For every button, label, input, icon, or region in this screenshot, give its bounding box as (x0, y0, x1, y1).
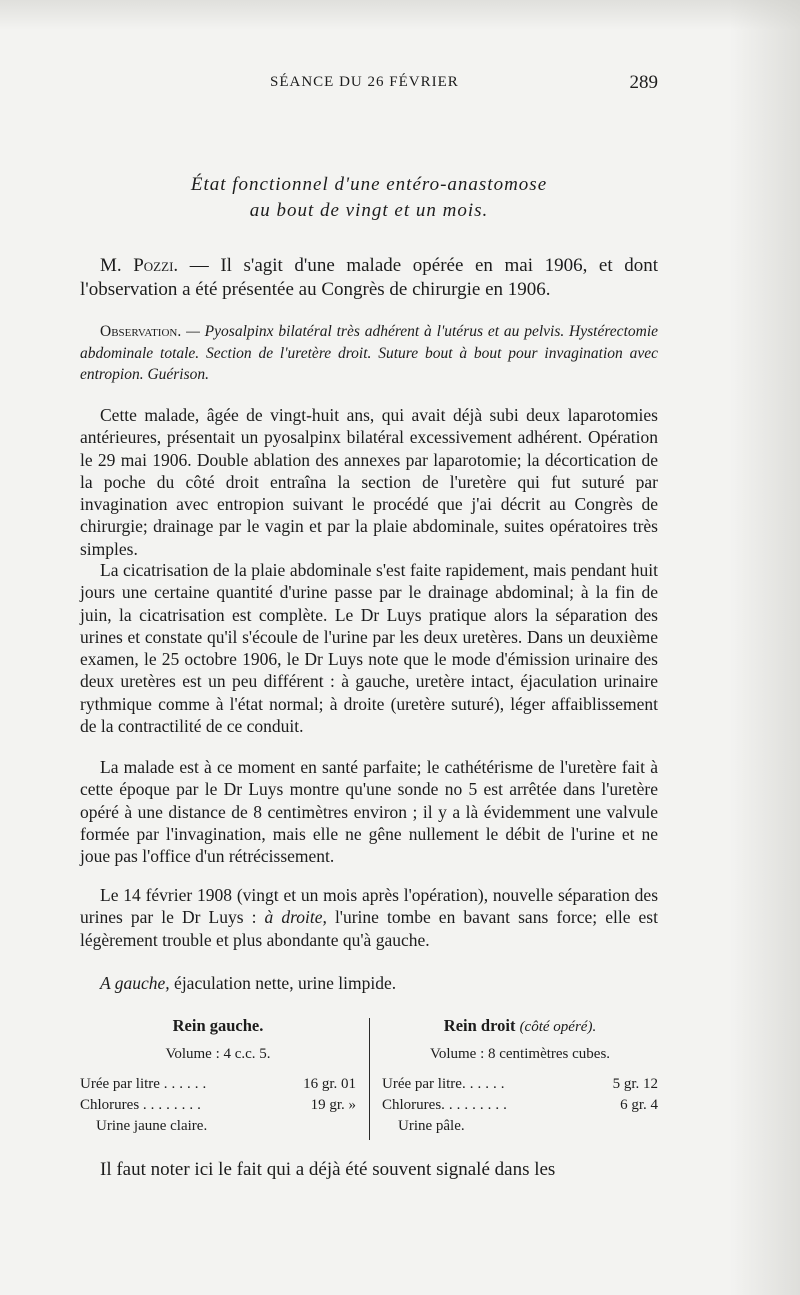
row-label-text: Urée par litre (382, 1076, 462, 1092)
row-value: 16 gr. 01 (303, 1076, 356, 1092)
right-urine-note: Urine pâle. (398, 1118, 465, 1134)
row-label: Urée par litre...... (382, 1076, 509, 1092)
paragraph-5-italic: A gauche, (100, 973, 170, 993)
observation-text: — Pyosalpinx bilatéral très adhérent à l'utérus et au pelvis. Hystérectomie abdominale totale. Section de l'uretère droit. Suture bout à bout pour invagination avec entropion. Guérison. (80, 323, 658, 383)
paragraph-5 (80, 972, 658, 994)
left-urine-note: Urine jaune claire. (96, 1118, 208, 1134)
row-label: Chlorures ........ (80, 1097, 205, 1113)
right-row-uree (382, 1076, 658, 1096)
running-head-title: SÉANCE DU 26 FÉVRIER (270, 74, 459, 90)
paragraph-1: Cette malade, âgée de vingt-huit ans, qui avait déjà subi deux laparotomies antérieures, présentait un pyosalpinx bilatéral excessivement adhérent. Opération le 29 mai 1906. Double ablation des annexes par laparotomie; la décortication de la poche du côté droit entraîna la section de l'uretère qui fut suturé par invagination avec entropion suivant le procédé que j'ai décrit au Congrès de chirurgie; drainage par le vagin et par la plaie abdominale, suites opératoires très simples. (80, 405, 658, 559)
right-row-chlorures (382, 1097, 658, 1117)
row-value: 19 gr. » (310, 1097, 356, 1113)
intro-paragraph (80, 254, 658, 302)
row-value: 6 gr. 4 (620, 1097, 658, 1113)
paragraph-4 (80, 884, 658, 951)
urine-analysis-table (80, 1012, 658, 1140)
row-label-text: Urée par litre (80, 1076, 160, 1092)
scan-shadow-top (0, 0, 800, 30)
right-kidney-heading (382, 1016, 658, 1036)
left-row-uree (80, 1076, 356, 1096)
speaker-name: M. Pozzi. (100, 255, 179, 276)
paragraph-4-start: Le 14 février 1908 (vingt et un mois après l'opération), nouvelle séparation des urines par le Dr Luys : (80, 885, 658, 928)
paragraph-5-end: éjaculation nette, urine limpide. (169, 973, 397, 993)
left-row-chlorures (80, 1097, 356, 1117)
scan-shadow-right (730, 0, 800, 1295)
row-label: Urée par litre ...... (80, 1076, 211, 1092)
left-kidney-heading: Rein gauche. (172, 1016, 264, 1035)
row-label-text: Chlorures (80, 1097, 140, 1113)
observation-label: Observation. (100, 323, 182, 340)
right-kidney-heading-text: Rein droit (443, 1016, 516, 1035)
row-label: Chlorures......... (382, 1097, 511, 1113)
closing-line: Il faut noter ici le fait qui a déjà été souvent signalé dans les (100, 1159, 556, 1180)
paragraph-4-end: l'urine tombe en bavant sans force; elle est légèrement trouble et plus abondante qu'à gauche. (80, 907, 658, 950)
row-label-text: Chlorures (382, 1097, 442, 1113)
paragraph-4-italic: à droite, (264, 907, 327, 928)
article-title-line-1: État fonctionnel d'une entéro-anastomose (190, 174, 548, 195)
paragraph-3: La malade est à ce moment en santé parfaite; le cathétérisme de l'uretère fait à cette époque par le Dr Luys montre qu'une sonde no 5 est arrêtée dans l'uretère opéré à une distance de 8 centimètres environ ; il y a là évidemment une valvule formée par l'invagination, mais elle ne gêne nullement le débit de l'urine et ne joue pas l'office d'un rétrécissement. (80, 757, 658, 867)
row-value: 5 gr. 12 (612, 1076, 658, 1092)
article-title-line-2: au bout de vingt et un mois. (249, 200, 489, 221)
running-head (80, 74, 658, 100)
observation-paragraph (80, 321, 658, 386)
right-kidney-volume: Volume : 8 centimètres cubes. (429, 1046, 611, 1062)
intro-text: — Il s'agit d'une malade opérée en mai 1906, et dont l'observation a été présentée au Congrès de chirurgie en 1906. (80, 255, 659, 300)
page-number: 289 (629, 72, 658, 93)
left-kidney-volume: Volume : 4 c.c. 5. (165, 1046, 271, 1062)
right-kidney-heading-note: (côté opéré). (519, 1019, 597, 1035)
paragraph-2: La cicatrisation de la plaie abdominale s'est faite rapidement, mais pendant huit jours une certaine quantité d'urine passe par le drainage abdominal; à la fin de juin, la cicatrisation est complète. Le Dr Luys pratique alors la séparation des urines et constate qu'il s'écoule de l'urine par les deux uretères. Dans un deuxième examen, le 25 octobre 1906, le Dr Luys note que le mode d'émission urinaire des deux uretères est un peu différent : à gauche, uretère intact, éjaculation urinaire rythmique comme à l'état normal; à droite (uretère suturé), léger affaiblissement de la contractilité de ce conduit. (80, 560, 658, 737)
table-divider (369, 1018, 370, 1140)
